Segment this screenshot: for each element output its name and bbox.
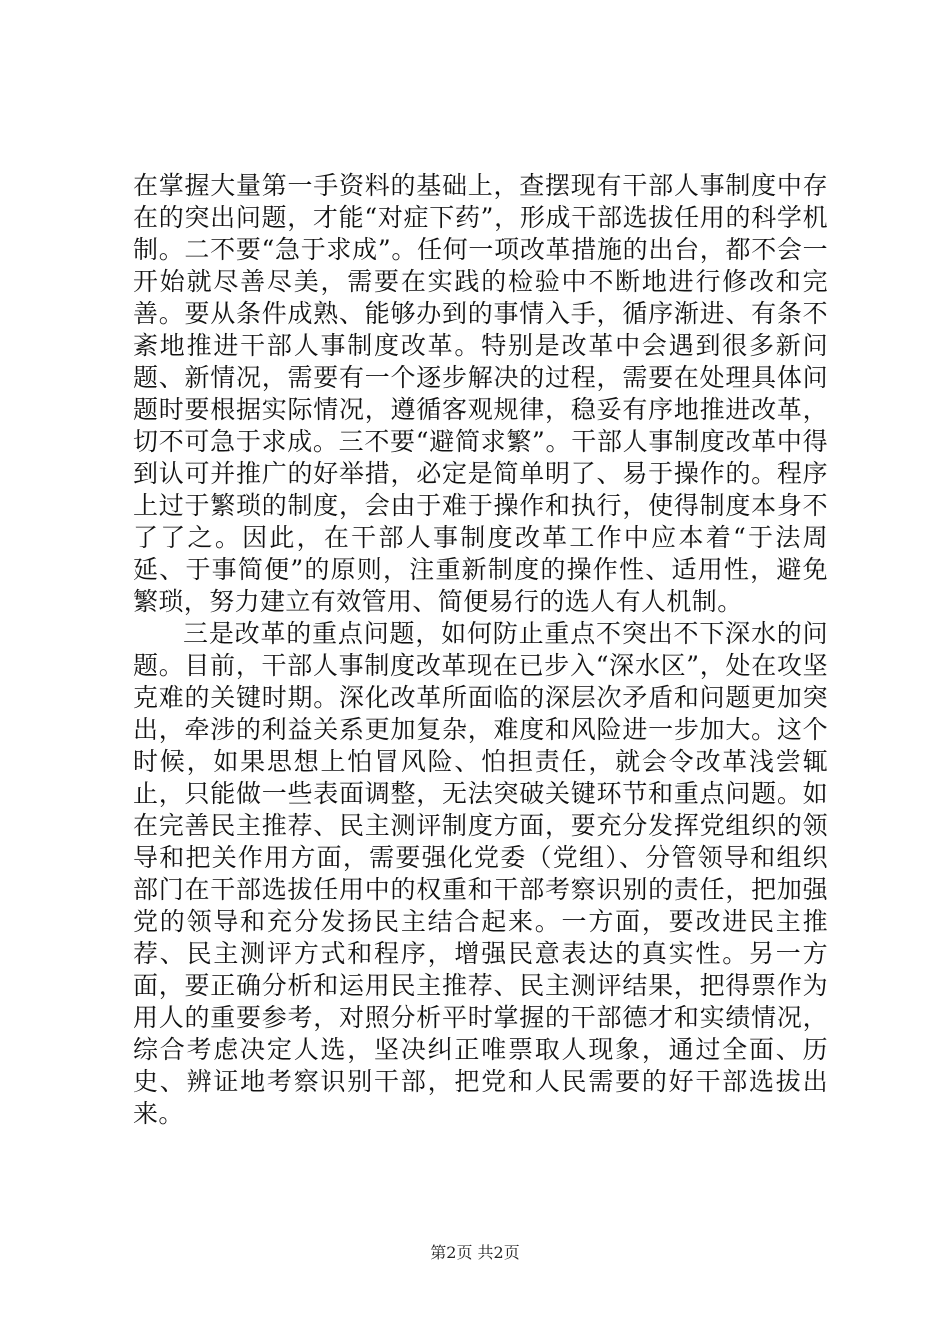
paragraph-continued: 在掌握大量第一手资料的基础上，查摆现有干部人事制度中存在的突出问题，才能“对症下药”，形成干部选拔任用的科学机制。二不要“急于求成”。任何一项改革措施的出台，都不会一开始就尽善尽美，需要在实践的检验中不断地进行修改和完善。要从条件成熟、能够办到的事情入手，循序渐进、有条不紊地推进干部人事制度改革。特别是改革中会遇到很多新问题、新情况，需要有一个逐步解决的过程，需要在处理具体问题时要根据实际情况，遵循客观规律，稳妥有序地推进改革，切不可急于求成。三不要“避简求繁”。干部人事制度改革中得到认可并推广的好举措，必定是简单明了、易于操作的。程序上过于繁琐的制度，会由于难于操作和执行，使得制度本身不了了之。因此，在干部人事制度改革工作中应本着“于法周延、于事简便”的原则，注重新制度的操作性、适用性，避免繁琐，努力建立有效管用、简便易行的选人有人机制。 [133,171,828,616]
page-footer: 第2页 共2页 [430,1243,520,1262]
document-body [133,170,828,1130]
paragraph-key-issues: 三是改革的重点问题，如何防止重点不突出不下深水的问题。目前，干部人事制度改革现在已步入“深水区”，处在攻坚克难的关键时期。深化改革所面临的深层次矛盾和问题更加突出，牵涉的利益关系更加复杂，难度和风险进一步加大。这个时候，如果思想上怕冒风险、怕担责任，就会令改革浅尝辄止，只能做一些表面调整，无法突破关键环节和重点问题。如在完善民主推荐、民主测评制度方面，要充分发挥党组织的领导和把关作用方面，需要强化党委（党组）、分管领导和组织部门在干部选拔任用中的权重和干部考察识别的责任，把加强党的领导和充分发扬民主结合起来。一方面，要改进民主推荐、民主测评方式和程序，增强民意表达的真实性。另一方面，要正确分析和运用民主推荐、民主测评结果，把得票作为用人的重要参考，对照分析平时掌握的干部德才和实绩情况，综合考虑决定人选，坚决纠正唯票取人现象，通过全面、历史、辨证地考察识别干部，把党和人民需要的好干部选拔出来。 [133,619,828,1128]
